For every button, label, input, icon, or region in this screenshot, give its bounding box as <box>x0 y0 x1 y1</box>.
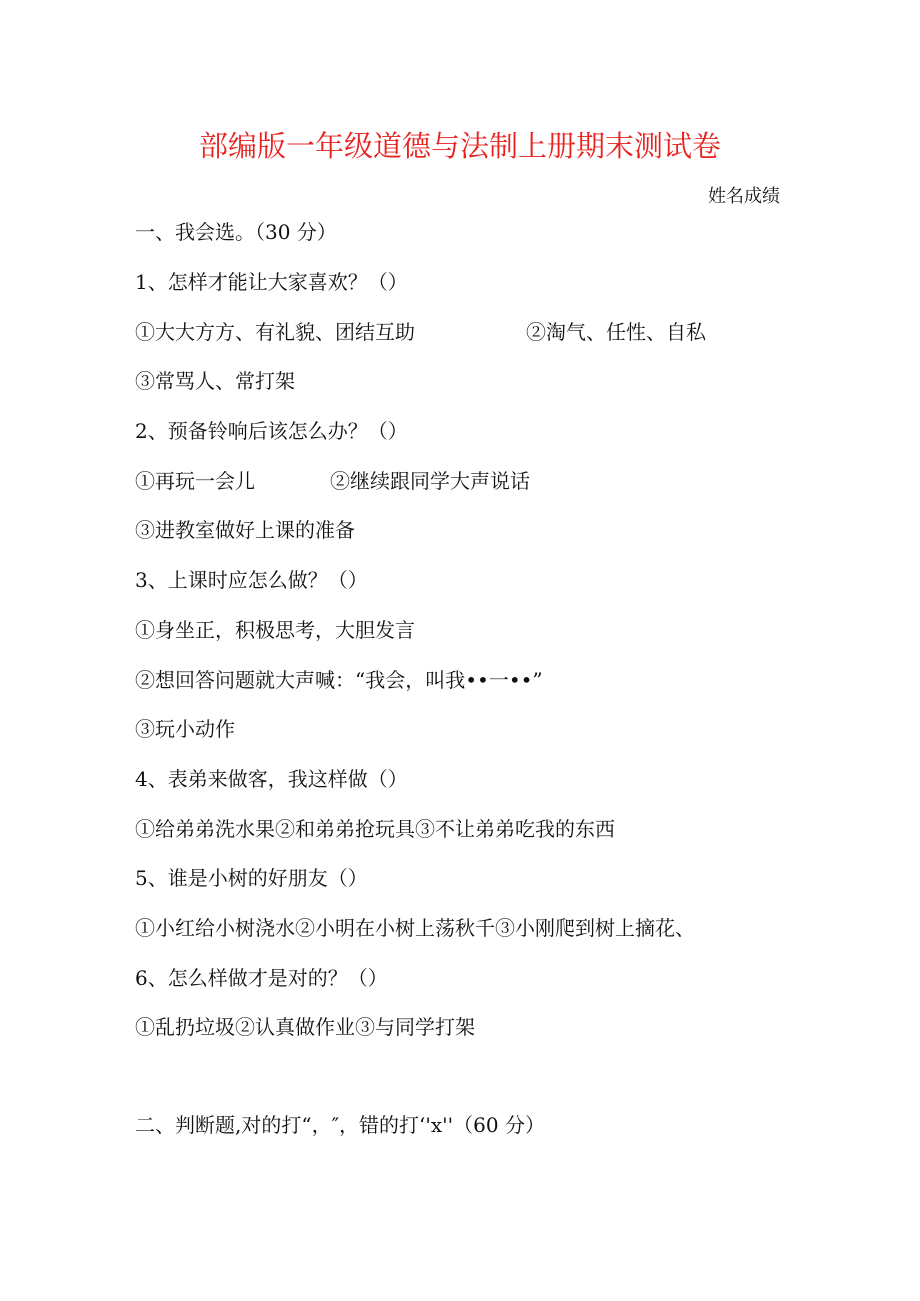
question-3-option-3: ③玩小动作 <box>135 717 235 741</box>
name-score-label: 姓名成绩 <box>708 186 780 207</box>
question-1-option-1: ①大大方方、有礼貌、团结互助 <box>135 320 415 344</box>
question-3-stem: 3、上课时应怎么做？（） <box>135 568 368 592</box>
question-2-option-3: ③进教室做好上课的准备 <box>135 518 355 542</box>
question-5-options: ①小红给小树浇水②小明在小树上荡秋千③小刚爬到树上摘花、 <box>135 916 695 940</box>
question-3-option-1: ①身坐正，积极思考，大胆发言 <box>135 618 415 642</box>
question-5-stem: 5、谁是小树的好朋友（） <box>135 866 368 890</box>
question-2-option-2: ②继续跟同学大声说话 <box>330 469 530 493</box>
question-1-option-2: ②淘气、任性、自私 <box>526 320 706 344</box>
question-4-stem: 4、表弟来做客，我这样做（） <box>135 767 408 791</box>
question-6-stem: 6、怎么样做才是对的？（） <box>135 966 388 990</box>
section-2-heading: 二、判断题,对的打“，″，错的打‘'x''（60 分） <box>135 1113 545 1137</box>
question-2-option-1: ①再玩一会儿 <box>135 469 255 493</box>
question-2-stem: 2、预备铃响后该怎么办？（） <box>135 419 408 443</box>
question-3-option-2: ②想回答问题就大声喊：“我会，叫我••一••” <box>135 668 543 692</box>
question-1-option-3: ③常骂人、常打架 <box>135 369 295 393</box>
question-6-options: ①乱扔垃圾②认真做作业③与同学打架 <box>135 1015 475 1039</box>
section-1-heading: 一、我会选。（30 分） <box>135 220 337 244</box>
question-4-options: ①给弟弟洗水果②和弟弟抢玩具③不让弟弟吃我的东西 <box>135 817 615 841</box>
page-title: 部编版一年级道德与法制上册期末测试卷 <box>198 129 721 163</box>
question-1-stem: 1、怎样才能让大家喜欢？（） <box>135 270 408 294</box>
